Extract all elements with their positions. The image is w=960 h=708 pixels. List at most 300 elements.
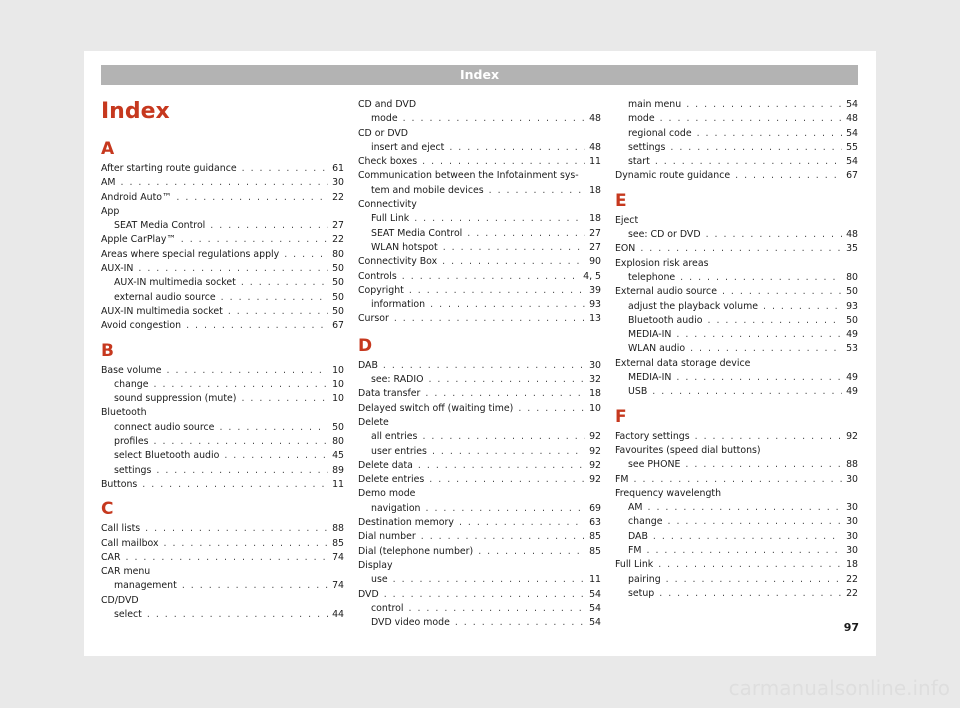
index-entry [358, 459, 601, 473]
dot-leader [241, 276, 328, 290]
index-subentry [615, 328, 858, 342]
entry-label: navigation [371, 502, 421, 514]
entry-page-number: 90 [589, 256, 601, 268]
entry-page-number: 80 [846, 271, 858, 283]
index-entry [615, 169, 858, 183]
entry-label: Connectivity [358, 199, 417, 211]
index-entry [615, 487, 858, 501]
section-letter: E [615, 190, 627, 211]
entry-label: SEAT Media Control [371, 227, 463, 239]
entry-label: Favourites (speed dial buttons) [615, 444, 761, 456]
index-entry [358, 127, 601, 141]
index-entry [101, 305, 344, 319]
entry-label: After starting route guidance [101, 163, 237, 174]
dot-leader [409, 602, 586, 616]
entry-label: Buttons [101, 478, 138, 490]
index-entry [615, 444, 858, 458]
index-entry [615, 257, 858, 271]
dot-leader [121, 176, 328, 190]
entry-label: Demo mode [358, 488, 416, 500]
entry-label: sound suppression (mute) [114, 393, 237, 405]
entry-page-number: 30 [846, 545, 858, 557]
entry-page-number: 54 [846, 156, 858, 168]
entry-label: settings [628, 141, 666, 153]
index-entry [101, 594, 344, 608]
dot-leader [428, 373, 585, 387]
entry-label: CAR menu [101, 566, 151, 578]
index-entry [358, 312, 601, 326]
entry-label: Destination memory [358, 517, 454, 529]
index-subentry [615, 342, 858, 356]
index-entry [358, 387, 601, 401]
header-tab: Index [101, 65, 858, 85]
entry-page-number: 50 [332, 305, 344, 317]
entry-label: see PHONE [628, 459, 681, 471]
index-subentry [101, 449, 344, 463]
section-letter: B [101, 340, 114, 361]
index-entry [358, 473, 601, 487]
entry-page-number: 11 [589, 156, 601, 168]
entry-label: change [628, 516, 663, 528]
index-subentry [358, 430, 601, 444]
entry-label: CD and DVD [358, 99, 417, 110]
entry-label: Areas where special regulations apply [101, 248, 280, 260]
index-entry [101, 162, 344, 176]
section-letter: D [358, 335, 373, 356]
entry-label: External audio source [615, 286, 717, 298]
dot-leader [633, 473, 842, 487]
entry-label: External data storage device [615, 357, 751, 369]
dot-leader [706, 228, 842, 242]
entry-label: FM [628, 545, 642, 557]
dot-leader [125, 551, 328, 565]
entry-label: Delayed switch off (waiting time) [358, 402, 514, 414]
entry-label: Apple CarPlay™ [101, 234, 176, 246]
entry-label: mode [371, 113, 398, 125]
dot-leader [455, 616, 585, 630]
index-subentry [615, 515, 858, 529]
entry-label: AUX-IN [101, 263, 134, 275]
dot-leader [660, 112, 842, 126]
entry-label: Dial number [358, 531, 416, 543]
entry-page-number: 50 [332, 277, 344, 289]
index-entry [101, 205, 344, 219]
entry-label: settings [114, 464, 152, 476]
dot-leader [154, 378, 328, 392]
dot-leader [668, 515, 842, 529]
entry-label: Dynamic route guidance [615, 170, 731, 182]
entry-page-number: 48 [589, 141, 601, 153]
index-subentry [615, 587, 858, 601]
entry-page-number: 54 [589, 602, 601, 614]
entry-label: CD/DVD [101, 594, 139, 606]
entry-page-number: 48 [589, 113, 601, 125]
entry-label: MEDIA-IN [628, 329, 672, 341]
index-entry [358, 516, 601, 530]
entry-label: DAB [358, 359, 378, 371]
dot-leader [449, 141, 585, 155]
entry-page-number: 63 [589, 517, 601, 529]
index-subentry [615, 371, 858, 385]
entry-page-number: 10 [332, 364, 344, 376]
entry-label: Call lists [101, 523, 141, 535]
entry-page-number: 13 [589, 313, 601, 325]
dot-leader [414, 212, 585, 226]
index-entry [358, 559, 601, 573]
index-entry [358, 255, 601, 269]
entry-label: Delete data [358, 459, 413, 471]
index-subentry [358, 141, 601, 155]
entry-page-number: 10 [332, 393, 344, 405]
entry-label: start [628, 156, 650, 168]
dot-leader [210, 219, 328, 233]
dot-leader [697, 127, 842, 141]
entry-page-number: 49 [846, 386, 858, 398]
index-subentry [358, 241, 601, 255]
dot-leader [383, 359, 585, 373]
index-subentry [358, 212, 601, 226]
entry-page-number: 54 [846, 99, 858, 110]
dot-leader [138, 262, 328, 276]
dot-leader [676, 371, 842, 385]
entry-label: USB [628, 386, 648, 398]
entry-label: Data transfer [358, 388, 421, 400]
dot-leader [186, 319, 328, 333]
index-column-3 [615, 98, 858, 601]
entry-page-number: 35 [846, 243, 858, 255]
index-entry [101, 262, 344, 276]
entry-label: SEAT Media Control [114, 220, 206, 232]
entry-page-number: 50 [332, 291, 344, 303]
entry-page-number: 67 [846, 170, 858, 182]
entry-page-number: 92 [589, 431, 601, 443]
entry-page-number: 48 [846, 113, 858, 125]
index-subentry [615, 314, 858, 328]
entry-page-number: 85 [332, 537, 344, 549]
entry-page-number: 10 [332, 378, 344, 390]
entry-page-number: 74 [332, 580, 344, 592]
entry-page-number: 85 [589, 545, 601, 557]
index-entry [358, 545, 601, 559]
entry-label: Factory settings [615, 430, 690, 442]
dot-leader [430, 298, 585, 312]
index-subentry [358, 502, 601, 516]
entry-label: Base volume [101, 364, 162, 376]
dot-leader [478, 545, 585, 559]
index-subentry [101, 276, 344, 290]
entry-label: tem and mobile devices [371, 184, 484, 196]
dot-leader [467, 227, 585, 241]
entry-label: all entries [371, 431, 418, 443]
index-subentry [101, 392, 344, 406]
entry-label: select [114, 609, 142, 621]
entry-page-number: 88 [332, 523, 344, 535]
entry-label: Frequency wavelength [615, 487, 722, 499]
entry-page-number: 11 [589, 574, 601, 586]
entry-label: WLAN hotspot [371, 241, 438, 253]
index-entry [358, 169, 601, 183]
index-entry [358, 416, 601, 430]
dot-leader [418, 459, 585, 473]
index-subentry [358, 373, 601, 387]
index-subentry [615, 501, 858, 515]
dot-leader [422, 155, 585, 169]
entry-label: Explosion risk areas [615, 257, 709, 269]
dot-leader [646, 544, 842, 558]
index-entry [101, 191, 344, 205]
dot-leader [763, 300, 842, 314]
index-entry [101, 233, 344, 247]
index-subentry [358, 227, 601, 241]
entry-label: telephone [628, 271, 676, 283]
entry-label: see: CD or DVD [628, 229, 701, 241]
entry-page-number: 49 [846, 372, 858, 384]
watermark: carmanualsonline.info [728, 676, 950, 700]
dot-leader [489, 184, 585, 198]
entry-page-number: 18 [589, 388, 601, 400]
index-entry [101, 364, 344, 378]
entry-page-number: 88 [846, 459, 858, 471]
dot-leader [690, 342, 842, 356]
entry-label: Connectivity Box [358, 256, 438, 268]
dot-leader [429, 473, 585, 487]
entry-label: Display [358, 559, 393, 571]
dot-leader [219, 421, 328, 435]
entry-page-number: 50 [846, 286, 858, 298]
index-subentry [615, 458, 858, 472]
dot-leader [221, 291, 328, 305]
dot-leader [640, 242, 842, 256]
entry-label: adjust the playback volume [628, 300, 758, 312]
dot-leader [409, 284, 585, 298]
dot-leader [402, 270, 579, 284]
entry-label: Bluetooth [101, 407, 147, 419]
page-number: 97 [843, 621, 859, 634]
index-subentry [101, 219, 344, 233]
entry-label: MEDIA-IN [628, 372, 672, 384]
entry-label: Delete [358, 416, 389, 428]
entry-label: App [101, 205, 120, 217]
index-subentry [615, 112, 858, 126]
dot-leader [680, 271, 842, 285]
dot-leader [735, 169, 842, 183]
dot-leader [722, 285, 842, 299]
entry-page-number: 74 [332, 551, 344, 563]
entry-label: CD or DVD [358, 127, 409, 139]
dot-leader [670, 141, 842, 155]
dot-leader [425, 387, 585, 401]
index-entry [358, 359, 601, 373]
entry-page-number: 18 [589, 184, 601, 196]
index-entry [358, 588, 601, 602]
entry-page-number: 93 [846, 300, 858, 312]
dot-leader [147, 608, 328, 622]
index-entry [101, 406, 344, 420]
entry-page-number: 30 [332, 177, 344, 189]
section-letter: F [615, 406, 627, 427]
index-subentry [358, 298, 601, 312]
dot-leader [659, 587, 842, 601]
entry-page-number: 32 [589, 374, 601, 386]
index-subentry [358, 602, 601, 616]
dot-leader [695, 430, 842, 444]
entry-label: see: RADIO [371, 374, 424, 386]
entry-page-number: 30 [846, 516, 858, 528]
entry-label: control [371, 602, 404, 614]
entry-page-number: 18 [846, 559, 858, 571]
dot-leader [648, 501, 842, 515]
dot-leader [142, 478, 328, 492]
entry-page-number: 50 [332, 263, 344, 275]
entry-page-number: 30 [589, 359, 601, 371]
entry-page-number: 27 [589, 227, 601, 239]
index-subentry [615, 385, 858, 399]
entry-label: FM [615, 473, 629, 485]
entry-label: AUX-IN multimedia socket [114, 277, 236, 289]
index-entry [358, 284, 601, 298]
entry-label: AM [101, 177, 116, 189]
entry-page-number: 85 [589, 531, 601, 543]
index-entry [615, 285, 858, 299]
entry-page-number: 22 [332, 191, 344, 203]
index-entry [358, 198, 601, 212]
index-entry [101, 319, 344, 333]
entry-page-number: 44 [332, 609, 344, 621]
index-subentry [101, 464, 344, 478]
dot-leader [156, 464, 328, 478]
index-entry [101, 565, 344, 579]
dot-leader [224, 449, 328, 463]
entry-page-number: 4, 5 [583, 270, 601, 282]
index-subentry [615, 573, 858, 587]
dot-leader [653, 530, 842, 544]
entry-label: Android Auto™ [101, 191, 172, 203]
index-entry [615, 430, 858, 444]
entry-page-number: 50 [846, 314, 858, 326]
entry-label: EON [615, 243, 636, 255]
entry-label: profiles [114, 436, 149, 448]
entry-label: AUX-IN multimedia socket [101, 305, 223, 317]
dot-leader [655, 155, 842, 169]
entry-label: CAR [101, 551, 121, 563]
entry-label: connect audio source [114, 421, 215, 433]
dot-leader [181, 233, 328, 247]
index-column-2 [358, 98, 601, 630]
dot-leader [228, 305, 328, 319]
index-subentry [101, 421, 344, 435]
entry-page-number: 22 [846, 587, 858, 599]
entry-page-number: 54 [589, 617, 601, 629]
index-subentry [358, 184, 601, 198]
dot-leader [284, 248, 328, 262]
entry-page-number: 80 [332, 436, 344, 448]
entry-page-number: 67 [332, 320, 344, 332]
entry-label: DVD [358, 588, 379, 600]
entry-page-number: 92 [589, 445, 601, 457]
index-subentry [615, 530, 858, 544]
index-subentry [615, 228, 858, 242]
entry-label: Check boxes [358, 156, 418, 168]
entry-label: pairing [628, 573, 661, 585]
dot-leader [443, 241, 585, 255]
index-entry [615, 558, 858, 572]
index-subentry [615, 300, 858, 314]
entry-page-number: 39 [589, 284, 601, 296]
entry-label: DVD video mode [371, 617, 450, 629]
entry-page-number: 92 [589, 474, 601, 486]
entry-label: Communication between the Infotainment sys- [358, 170, 579, 182]
index-subentry [358, 445, 601, 459]
entry-page-number: 30 [846, 502, 858, 514]
entry-label: Controls [358, 270, 397, 282]
entry-page-number: 49 [846, 329, 858, 341]
entry-label: Call mailbox [101, 537, 159, 549]
index-entry [101, 176, 344, 190]
entry-label: Copyright [358, 284, 404, 296]
index-subentry [358, 112, 601, 126]
dot-leader [432, 445, 585, 459]
index-subentry [101, 291, 344, 305]
index-subentry [615, 127, 858, 141]
entry-page-number: 54 [846, 127, 858, 139]
entry-label: Eject [615, 214, 639, 226]
entry-label: setup [628, 587, 655, 599]
entry-page-number: 22 [332, 234, 344, 246]
index-entry [101, 551, 344, 565]
entry-label: mode [628, 113, 655, 125]
dot-leader [394, 312, 585, 326]
entry-label: external audio source [114, 291, 216, 303]
entry-label: information [371, 299, 426, 311]
dot-leader [176, 191, 328, 205]
index-subentry [615, 141, 858, 155]
index-column-1 [101, 136, 344, 622]
dot-leader [459, 516, 585, 530]
entry-page-number: 53 [846, 343, 858, 355]
dot-leader [658, 558, 842, 572]
entry-label: AM [628, 502, 643, 514]
entry-label: change [114, 378, 149, 390]
dot-leader [145, 522, 328, 536]
entry-label: regional code [628, 127, 692, 139]
index-subentry [615, 98, 858, 112]
entry-label: Bluetooth audio [628, 314, 703, 326]
index-subentry [615, 155, 858, 169]
section-letter: A [101, 139, 115, 159]
index-entry [615, 214, 858, 228]
index-subentry [358, 573, 601, 587]
dot-leader [652, 385, 842, 399]
dot-leader [422, 430, 585, 444]
entry-label: use [371, 574, 388, 586]
index-subentry [615, 544, 858, 558]
dot-leader [707, 314, 842, 328]
entry-label: management [114, 580, 177, 592]
entry-page-number: 55 [846, 141, 858, 153]
entry-page-number: 18 [589, 213, 601, 225]
entry-page-number: 61 [332, 163, 344, 174]
index-entry [101, 537, 344, 551]
dot-leader [426, 502, 586, 516]
index-subentry [101, 579, 344, 593]
entry-page-number: 48 [846, 229, 858, 241]
entry-page-number: 30 [846, 530, 858, 542]
index-subentry [615, 271, 858, 285]
dot-leader [676, 328, 842, 342]
index-entry [615, 357, 858, 371]
index-subentry [101, 608, 344, 622]
entry-page-number: 80 [332, 248, 344, 260]
